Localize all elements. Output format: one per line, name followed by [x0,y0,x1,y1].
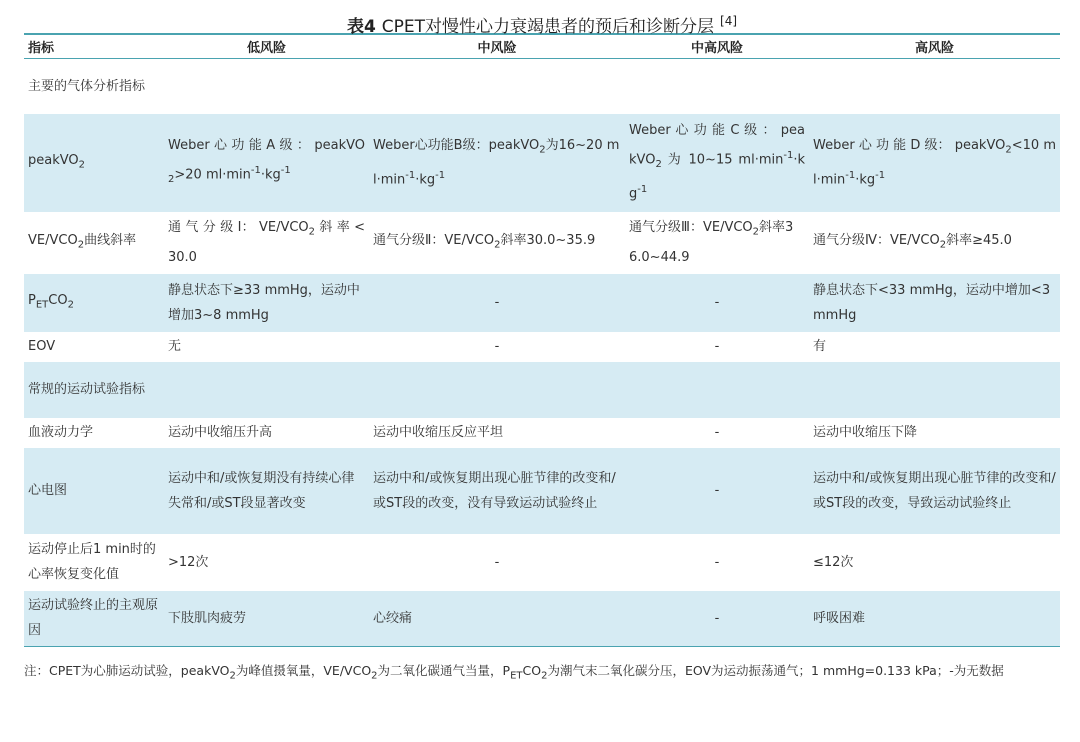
reference-mark: [4] [720,14,738,29]
cell-medium-high-risk [625,362,809,418]
cell-high-risk [809,59,1060,114]
table-row [24,591,1060,647]
cell-high-risk: 有 [813,339,827,354]
cell-medium-high-risk: - [714,554,720,570]
table-row [24,448,1060,534]
table-title [24,0,1060,37]
table-row [24,418,1060,448]
cell-low-risk: 无 [168,339,182,354]
cell-medium-high-risk [625,59,809,114]
cell-indicator: 运动停止后1 min时的心率恢复变化值 [28,542,156,582]
table-title-text: CPET对慢性心力衰竭患者的预后和诊断分层 [381,17,715,37]
cell-high-risk: ≤12次 [813,554,854,570]
cell-low-risk: 下肢肌肉疲劳 [164,591,369,647]
cell-indicator: EOV [28,339,56,354]
cell-medium-risk: - [369,274,625,332]
cell-high-risk: Weber 心 功 能 D 级： peakVO$_2$<10 $ml\cdot\min^{-1}\cdot kg^{-1}$ [809,114,1060,212]
table-row [24,534,1060,591]
document [24,0,1060,688]
table-row [24,274,1060,332]
cell-medium-high-risk: - [714,339,720,354]
cell-low-risk: 通 气 分 级 Ⅰ： $VE/VCO_2$ 斜 率 <30.0 [168,220,366,265]
cell-high-risk: 通气分级Ⅳ：$VE/VCO_2$斜率≥45.0 [813,232,1012,251]
cell-indicator: 主要的气体分析指标 [28,78,146,94]
cell-indicator: 运动试验终止的主观原因 [24,591,164,647]
cell-low-risk: >12次 [168,554,209,570]
table-row [24,212,1060,274]
cell-medium-risk: - [494,554,500,570]
cell-high-risk: 运动中收缩压下降 [813,425,918,440]
cell-indicator: peakVO$_2$ [24,114,164,212]
cell-medium-risk: 运动中和/或恢复期出现心脏节律的改变和/或ST段的改变，没有导致运动试验终止 [369,448,625,534]
table-label: 表4 [346,17,376,37]
header-indicator: 指标 [24,34,164,59]
table-row [24,114,1060,212]
cell-high-risk: 运动中和/或恢复期出现心脏节律的改变和/或ST段的改变，导致运动试验终止 [809,448,1060,534]
cell-indicator: $P_{ET}CO_2$ [24,274,164,332]
cell-indicator: 血液动力学 [28,425,94,440]
risk-table [24,33,1060,647]
cell-indicator: 心电图 [24,448,164,534]
cell-low-risk: 运动中和/或恢复期没有持续心律失常和/或ST段显著改变 [164,448,369,534]
cell-medium-risk: Weber心功能B级：peakVO$_2$为16~20 $ml\cdot\min^{-1}\cdot kg^{-1}$ [369,114,625,212]
cell-medium-risk: 心绞痛 [369,591,625,647]
cell-low-risk: Weber 心 功 能 A 级 ： peakVO$_2$>20 $ml\cdot\min^{-1}\cdot kg^{-1}$ [164,114,369,212]
table-row [24,362,1060,418]
cell-medium-high-risk: - [714,425,720,440]
cell-low-risk [164,59,369,114]
header-row [24,34,1060,59]
table-note: 注：CPET为心肺运动试验，peakVO$_2$为峰值摄氧量，$VE/VCO_2$为二氧化碳通气当量，$P_{ET}CO_2$为潮气末二氧化碳分压，EOV为运动振荡通气；1 mmHg=0.133 kPa；-为无数据 [24,663,1004,682]
header-medium-risk: 中风险 [369,34,625,59]
cell-high-risk: 呼吸困难 [809,591,1060,647]
header-medium-high-risk: 中高风险 [625,34,809,59]
cell-low-risk: 静息状态下≥33 mmHg，运动中增加3~8 mmHg [164,274,369,332]
header-high-risk: 高风险 [809,34,1060,59]
cell-medium-high-risk: - [625,274,809,332]
cell-medium-risk: - [494,339,500,354]
cell-medium-risk [369,59,625,114]
cell-medium-high-risk: 通气分级Ⅲ：$VE/VCO_2$斜率36.0~44.9 [629,220,794,265]
cell-high-risk [809,362,1060,418]
cell-medium-high-risk: - [625,591,809,647]
cell-medium-risk [369,362,625,418]
table-row [24,59,1060,114]
cell-high-risk: 静息状态下<33 mmHg，运动中增加<3 mmHg [809,274,1060,332]
header-low-risk: 低风险 [164,34,369,59]
cell-medium-risk: 运动中收缩压反应平坦 [373,425,504,440]
table-body [24,59,1060,647]
cell-medium-risk: 通气分级Ⅱ：$VE/VCO_2$斜率30.0~35.9 [373,232,596,251]
cell-medium-high-risk: - [625,448,809,534]
cell-low-risk [164,362,369,418]
table-row [24,332,1060,362]
cell-indicator: 常规的运动试验指标 [24,362,164,418]
cell-medium-high-risk: Weber 心 功 能 C 级 ： peakVO$_2$ 为 10~15 $ml\cdot\min^{-1}\cdot kg^{-1}$ [625,114,809,212]
cell-indicator: $VE/VCO_2$曲线斜率 [28,232,137,251]
cell-low-risk: 运动中收缩压升高 [168,425,273,440]
